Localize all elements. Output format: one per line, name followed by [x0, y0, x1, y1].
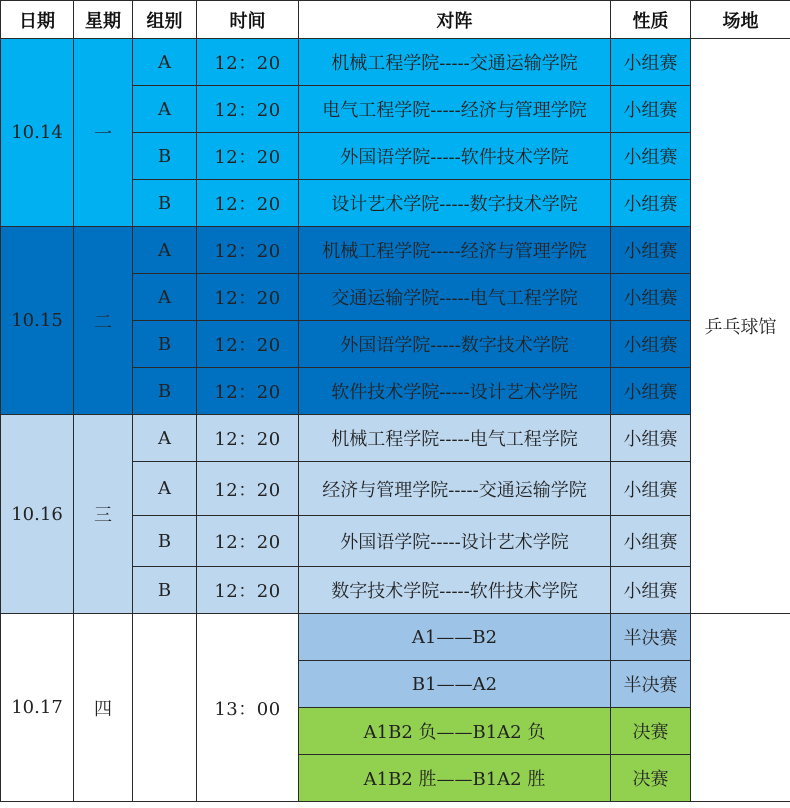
date-cell: 10.16	[1, 415, 74, 614]
type-cell: 小组赛	[611, 321, 691, 368]
match-cell: 交通运输学院-----电气工程学院	[299, 274, 611, 321]
match-cell: A1——B2	[299, 614, 611, 661]
match-cell: 经济与管理学院-----交通运输学院	[299, 462, 611, 516]
type-cell: 半决赛	[611, 614, 691, 661]
group-cell: A	[133, 462, 197, 516]
match-cell: 软件技术学院-----设计艺术学院	[299, 368, 611, 415]
match-cell: B1——A2	[299, 661, 611, 708]
time-cell: 12：20	[197, 321, 299, 368]
weekday-cell: 三	[74, 415, 133, 614]
time-cell: 12：20	[197, 567, 299, 614]
type-cell: 小组赛	[611, 227, 691, 274]
time-cell: 12：20	[197, 415, 299, 462]
header-weekday: 星期	[74, 1, 133, 39]
weekday-cell: 四	[74, 614, 133, 802]
type-cell: 小组赛	[611, 516, 691, 567]
header-type: 性质	[611, 1, 691, 39]
match-cell: 外国语学院-----软件技术学院	[299, 133, 611, 180]
header-match: 对阵	[299, 1, 611, 39]
match-cell: A1B2 胜——B1A2 胜	[299, 755, 611, 802]
group-cell: B	[133, 133, 197, 180]
group-cell	[133, 614, 197, 802]
group-cell: A	[133, 415, 197, 462]
group-cell: A	[133, 274, 197, 321]
group-cell: A	[133, 86, 197, 133]
type-cell: 小组赛	[611, 274, 691, 321]
table-row	[1, 227, 790, 274]
time-cell: 12：20	[197, 39, 299, 86]
table-row	[1, 415, 790, 462]
header-group: 组别	[133, 1, 197, 39]
venue-blank-cell	[691, 614, 790, 802]
group-cell: A	[133, 227, 197, 274]
header-row	[1, 1, 790, 39]
match-cell: 机械工程学院-----电气工程学院	[299, 415, 611, 462]
venue-cell: 乒乓球馆	[691, 39, 790, 614]
match-cell: 设计艺术学院-----数字技术学院	[299, 180, 611, 227]
type-cell: 小组赛	[611, 415, 691, 462]
type-cell: 小组赛	[611, 86, 691, 133]
time-cell: 12：20	[197, 516, 299, 567]
match-cell: A1B2 负——B1A2 负	[299, 708, 611, 755]
match-cell: 电气工程学院-----经济与管理学院	[299, 86, 611, 133]
match-cell: 外国语学院-----数字技术学院	[299, 321, 611, 368]
header-time: 时间	[197, 1, 299, 39]
date-cell: 10.14	[1, 39, 74, 227]
type-cell: 小组赛	[611, 39, 691, 86]
match-cell: 机械工程学院-----经济与管理学院	[299, 227, 611, 274]
table-row	[1, 614, 790, 661]
time-cell: 12：20	[197, 133, 299, 180]
type-cell: 决赛	[611, 708, 691, 755]
weekday-cell: 一	[74, 39, 133, 227]
match-cell: 数字技术学院-----软件技术学院	[299, 567, 611, 614]
group-cell: B	[133, 567, 197, 614]
time-cell: 12：20	[197, 462, 299, 516]
type-cell: 小组赛	[611, 368, 691, 415]
table-row	[1, 39, 790, 86]
group-cell: B	[133, 180, 197, 227]
type-cell: 小组赛	[611, 133, 691, 180]
type-cell: 小组赛	[611, 180, 691, 227]
header-venue: 场地	[691, 1, 790, 39]
time-cell: 13：00	[197, 614, 299, 802]
type-cell: 半决赛	[611, 661, 691, 708]
group-cell: B	[133, 368, 197, 415]
date-cell: 10.17	[1, 614, 74, 802]
date-cell: 10.15	[1, 227, 74, 415]
group-cell: B	[133, 321, 197, 368]
match-cell: 机械工程学院-----交通运输学院	[299, 39, 611, 86]
type-cell: 小组赛	[611, 567, 691, 614]
group-cell: A	[133, 39, 197, 86]
time-cell: 12：20	[197, 368, 299, 415]
time-cell: 12：20	[197, 180, 299, 227]
type-cell: 小组赛	[611, 462, 691, 516]
time-cell: 12：20	[197, 274, 299, 321]
type-cell: 决赛	[611, 755, 691, 802]
weekday-cell: 二	[74, 227, 133, 415]
header-date: 日期	[1, 1, 74, 39]
group-cell: B	[133, 516, 197, 567]
match-cell: 外国语学院-----设计艺术学院	[299, 516, 611, 567]
time-cell: 12：20	[197, 86, 299, 133]
time-cell: 12：20	[197, 227, 299, 274]
